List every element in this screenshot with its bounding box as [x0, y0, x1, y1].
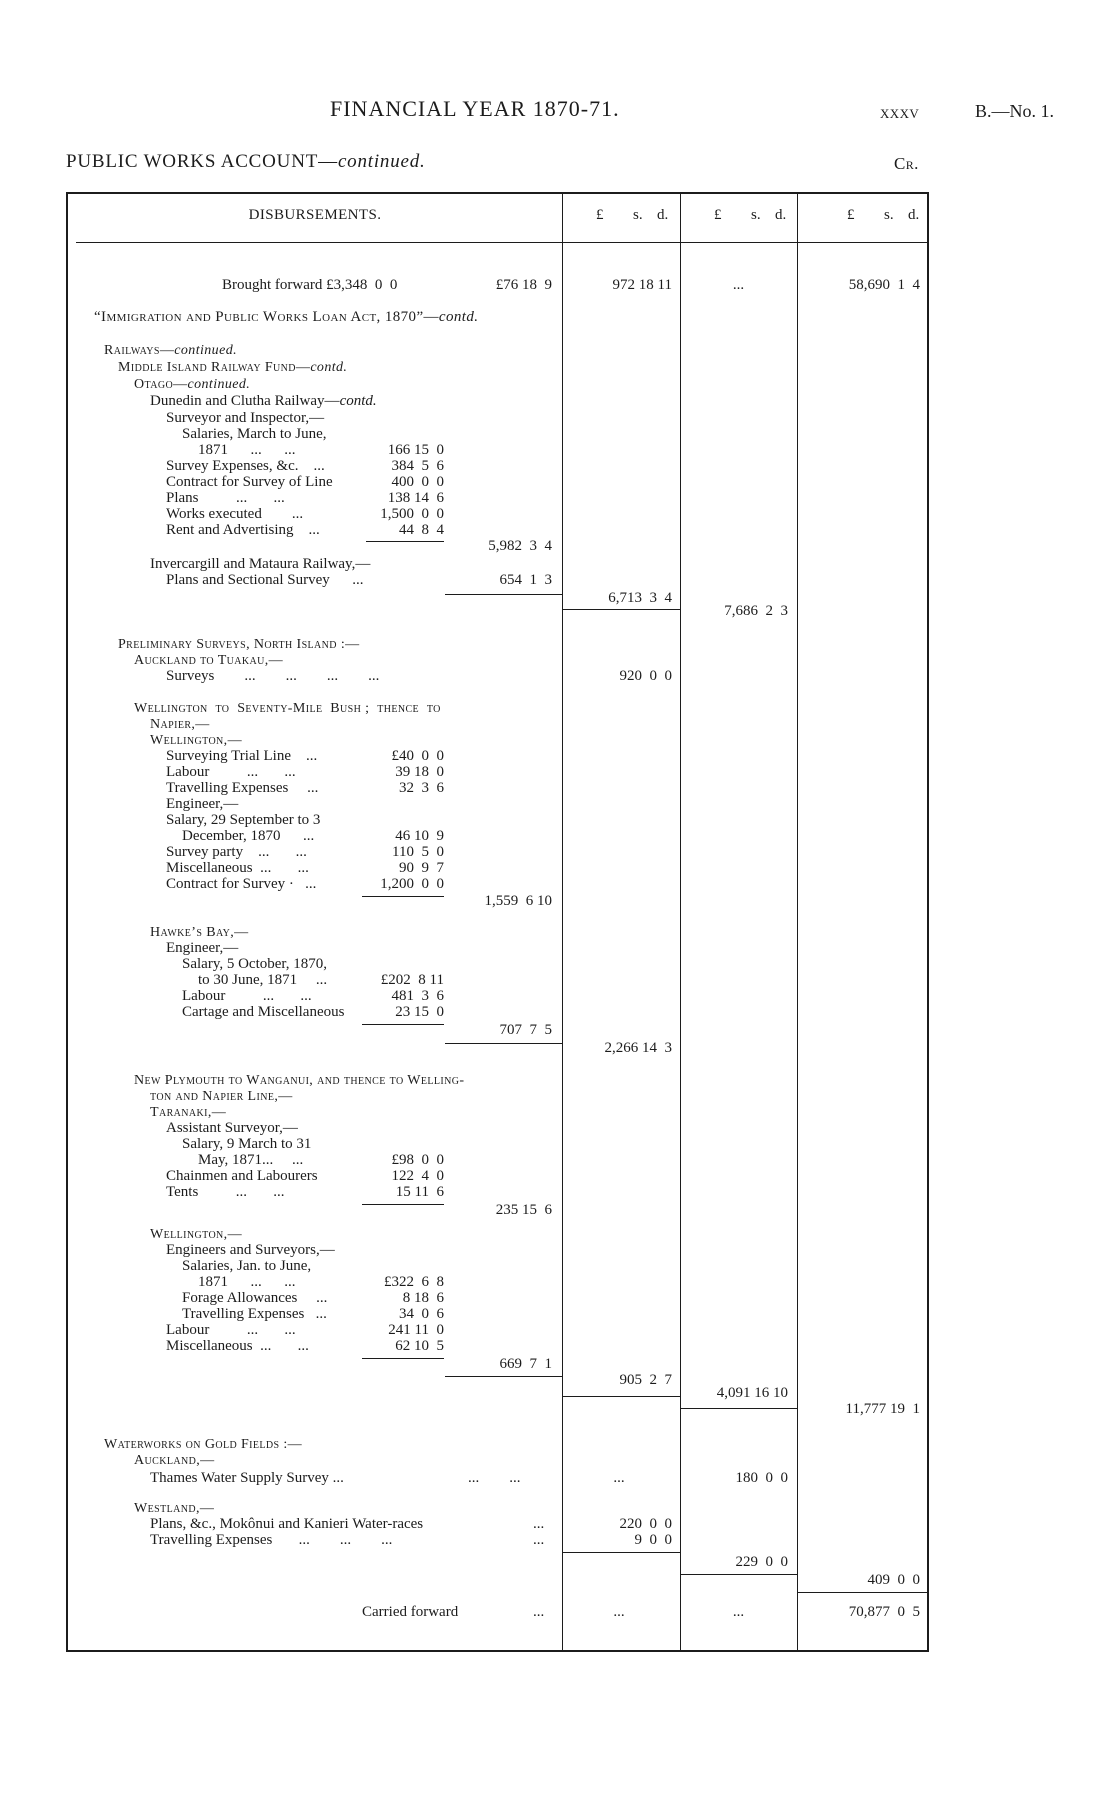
plans-label: Plans, &c., Mokônui and Kanieri Water-races [150, 1516, 424, 1532]
wellington-item-amount: 1,200 0 0 [380, 876, 444, 892]
wellington2-heading: Wellington,— [150, 1227, 242, 1242]
labour2-label: Labour ... ... [166, 1322, 296, 1338]
railways-heading: Railways—continued. [104, 343, 237, 358]
wellington-item-amount: £40 0 0 [391, 748, 444, 764]
thames-col2: 180 0 0 [735, 1470, 788, 1486]
col2-shillings-header: s. [751, 207, 761, 223]
hawkes-bay-heading: Hawke’s Bay,— [150, 925, 249, 940]
railway-item-amount: 138 14 6 [387, 490, 444, 506]
invercargill-heading: Invercargill and Mataura Railway,— [150, 556, 371, 572]
railway-fund-heading: Middle Island Railway Fund—contd. [118, 360, 348, 375]
dunedin-heading: Dunedin and Clutha Railway—contd. [150, 393, 377, 409]
forage-label: Forage Allowances ... [182, 1290, 328, 1306]
sum-rule [680, 1408, 797, 1409]
table-right-rule [927, 192, 929, 1652]
carried-forward-dots: ... [533, 1604, 545, 1620]
wellington-napier-heading: Wellington to Seventy-Mile Bush ; thence to [134, 701, 441, 716]
wellington-item-amount: 32 3 6 [399, 780, 444, 796]
wellington-item-label: Labour ... ... [166, 764, 296, 780]
wellington-item-label: Surveying Trial Line ... [166, 748, 318, 764]
plans-survey-label: Plans and Sectional Survey ... [166, 572, 364, 588]
brought-forward-label: Brought forward £3,348 0 0 [222, 277, 398, 293]
railways-subtotal-col1: 6,713 3 4 [608, 590, 672, 606]
salaries-label: Salaries, March to June, [182, 426, 327, 442]
col1-pence-header: d. [657, 207, 669, 223]
hawkes-cartage-label: Cartage and Miscellaneous [182, 1004, 345, 1020]
chainmen-label: Chainmen and Labourers [166, 1168, 318, 1184]
labour2-amount: 241 11 0 [388, 1322, 444, 1338]
otago-heading: Otago—continued. [134, 377, 251, 392]
hawkes-labour-label: Labour ... ... [182, 988, 312, 1004]
wellington-item-amount: 110 5 0 [392, 844, 444, 860]
col2-pence-header: d. [775, 207, 787, 223]
sum-rule [680, 1574, 797, 1575]
railway-item-label: Survey Expenses, &c. ... [166, 458, 325, 474]
new-plymouth-heading: New Plymouth to Wanganui, and thence to Welling- [134, 1073, 465, 1088]
hawkes-total: 707 7 5 [499, 1022, 552, 1038]
sum-rule [445, 1043, 562, 1044]
surveys-amount: 920 0 0 [619, 668, 672, 684]
forage-amount: 8 18 6 [402, 1290, 444, 1306]
tents-amount: 15 11 6 [395, 1184, 444, 1200]
preliminary-col3-total: 11,777 19 1 [845, 1401, 920, 1417]
col-rule-1 [562, 192, 563, 1652]
railways-subtotal-col2: 7,686 2 3 [724, 603, 788, 619]
salaries-amount: 166 15 0 [387, 442, 444, 458]
railway-item-label: Plans ... ... [166, 490, 285, 506]
brought-forward-col3: 58,690 1 4 [848, 277, 920, 293]
header-rule [76, 242, 927, 243]
col3-pound-header: £ [847, 207, 855, 223]
railway-item-label: Rent and Advertising ... [166, 522, 320, 538]
plans-amount: 220 0 0 [619, 1516, 672, 1532]
misc2-label: Miscellaneous ... ... [166, 1338, 309, 1354]
engineers-year-amount: £322 6 8 [384, 1274, 444, 1290]
disbursements-header: DISBURSEMENTS. [248, 207, 382, 223]
carried-forward-col3: 70,877 0 5 [848, 1604, 920, 1620]
taranaki-total: 235 15 6 [495, 1202, 552, 1218]
engineer-salary-label-cont: December, 1870 ... [182, 828, 315, 844]
hawkes-salary-label: Salary, 5 October, 1870, [182, 956, 328, 972]
hawkes-salary-label-cont: to 30 June, 1871 ... [198, 972, 328, 988]
brought-forward-col2: ... [732, 277, 745, 293]
act-heading: “Immigration and Public Works Loan Act, 1870”—contd. [94, 309, 479, 325]
account-title: PUBLIC WORKS ACCOUNT—continued. [66, 151, 426, 172]
wellington-item-label: Travelling Expenses ... [166, 780, 319, 796]
sum-rule [362, 896, 444, 897]
plans-dots: ... [533, 1516, 545, 1532]
document-ref: B.—No. 1. [975, 101, 1055, 121]
table-left-rule [66, 192, 68, 1652]
engineer-salary-amount: 46 10 9 [395, 828, 444, 844]
westland-travelling-amount: 9 0 0 [634, 1532, 672, 1548]
wellington2-total: 669 7 1 [499, 1356, 552, 1372]
wellington-total: 1,559 6 10 [484, 893, 552, 909]
wellington-item-label: Survey party ... ... [166, 844, 307, 860]
new-plymouth-heading-cont: ton and Napier Line,— [150, 1089, 293, 1104]
page-title: FINANCIAL YEAR 1870-71. [330, 96, 620, 121]
sum-rule [562, 1396, 680, 1397]
railway-item-amount: 400 0 0 [391, 474, 444, 490]
wellington-item-label: Miscellaneous ... ... [166, 860, 309, 876]
chainmen-amount: 122 4 0 [391, 1168, 444, 1184]
westland-heading: Westland,— [134, 1501, 215, 1516]
thames-dots: ... ... [468, 1470, 521, 1486]
wellington-heading: Wellington,— [150, 733, 242, 748]
assistant-surveyor-label: Assistant Surveyor,— [166, 1120, 298, 1136]
sum-rule [362, 1024, 444, 1025]
railway-item-amount: 44 8 4 [399, 522, 444, 538]
engineer-label: Engineer,— [166, 796, 239, 812]
hawkes-labour-amount: 481 3 6 [391, 988, 444, 1004]
sum-rule [445, 594, 562, 595]
credit-side: Cr. [894, 154, 919, 173]
sum-rule [445, 1376, 562, 1377]
page-number: xxxv [880, 102, 920, 122]
travelling-amount: 34 0 6 [399, 1306, 444, 1322]
col1-pound-header: £ [596, 207, 604, 223]
railway-item-amount: 1,500 0 0 [380, 506, 444, 522]
col-rule-2 [680, 192, 681, 1652]
salaries-year: 1871 ... ... [198, 442, 296, 458]
tents-label: Tents ... ... [166, 1184, 285, 1200]
waterworks-col3-total: 409 0 0 [867, 1572, 920, 1588]
carried-forward-col2: ... [732, 1604, 745, 1620]
railway-item-label: Works executed ... [166, 506, 304, 522]
sum-rule [362, 1358, 444, 1359]
surveys-label: Surveys ... ... ... ... [166, 668, 380, 684]
auckland-tuakau-heading: Auckland to Tuakau,— [134, 653, 284, 668]
table-bottom-rule [66, 1650, 929, 1652]
hawkes-salary-amount: £202 8 11 [380, 972, 444, 988]
waterworks-auckland-heading: Auckland,— [134, 1453, 215, 1468]
misc2-amount: 62 10 5 [395, 1338, 444, 1354]
thames-label: Thames Water Supply Survey ... [150, 1470, 344, 1486]
engineers-salaries-label: Salaries, Jan. to June, [182, 1258, 312, 1274]
col1-shillings-header: s. [633, 207, 643, 223]
wellington-item-label: Contract for Survey · ... [166, 876, 317, 892]
wellington-item-amount: 39 18 0 [395, 764, 444, 780]
col3-shillings-header: s. [884, 207, 894, 223]
thames-col1: ... [613, 1470, 625, 1486]
sum-rule [366, 541, 444, 542]
sum-rule [562, 609, 680, 610]
new-plymouth-total: 905 2 7 [619, 1372, 672, 1388]
sum-rule [562, 1552, 680, 1553]
table-top-rule [66, 192, 929, 194]
carried-forward-col1: ... [613, 1604, 625, 1620]
surveyor-label: Surveyor and Inspector,— [166, 410, 325, 426]
taranaki-heading: Taranaki,— [150, 1105, 227, 1120]
sum-rule [797, 1592, 927, 1593]
col-rule-3 [797, 192, 798, 1652]
brought-forward-col1: 972 18 11 [612, 277, 672, 293]
preliminary-col2-total: 4,091 16 10 [716, 1385, 788, 1401]
dunedin-total: 5,982 3 4 [488, 538, 552, 554]
westland-travelling-dots: ... [533, 1532, 545, 1548]
sum-rule [362, 1204, 444, 1205]
westland-travelling-label: Travelling Expenses ... ... ... [150, 1532, 393, 1548]
col3-pence-header: d. [908, 207, 920, 223]
invercargill-amount: 654 1 3 [499, 572, 552, 588]
col2-pound-header: £ [714, 207, 722, 223]
waterworks-heading: Waterworks on Gold Fields :— [104, 1437, 303, 1452]
brought-forward-amount: £76 18 9 [495, 277, 552, 293]
wellington-napier-heading-cont: Napier,— [150, 717, 210, 732]
railway-item-label: Contract for Survey of Line [166, 474, 333, 490]
railway-item-amount: 384 5 6 [391, 458, 444, 474]
engineers-surveyors-label: Engineers and Surveyors,— [166, 1242, 335, 1258]
hawkes-engineer-label: Engineer,— [166, 940, 239, 956]
westland-col2-total: 229 0 0 [735, 1554, 788, 1570]
wellington-item-amount: 90 9 7 [399, 860, 444, 876]
assistant-salary-label: Salary, 9 March to 31 [182, 1136, 312, 1152]
preliminary-heading: Preliminary Surveys, North Island :— [118, 637, 360, 652]
carried-forward-label: Carried forward [362, 1604, 459, 1620]
assistant-salary-label-cont: May, 1871... ... [198, 1152, 304, 1168]
napier-line-total: 2,266 14 3 [604, 1040, 672, 1056]
engineers-year-label: 1871 ... ... [198, 1274, 296, 1290]
travelling-label: Travelling Expenses ... [182, 1306, 327, 1322]
engineer-salary-label: Salary, 29 September to 3 [166, 812, 321, 828]
hawkes-cartage-amount: 23 15 0 [395, 1004, 444, 1020]
assistant-salary-amount: £98 0 0 [391, 1152, 444, 1168]
